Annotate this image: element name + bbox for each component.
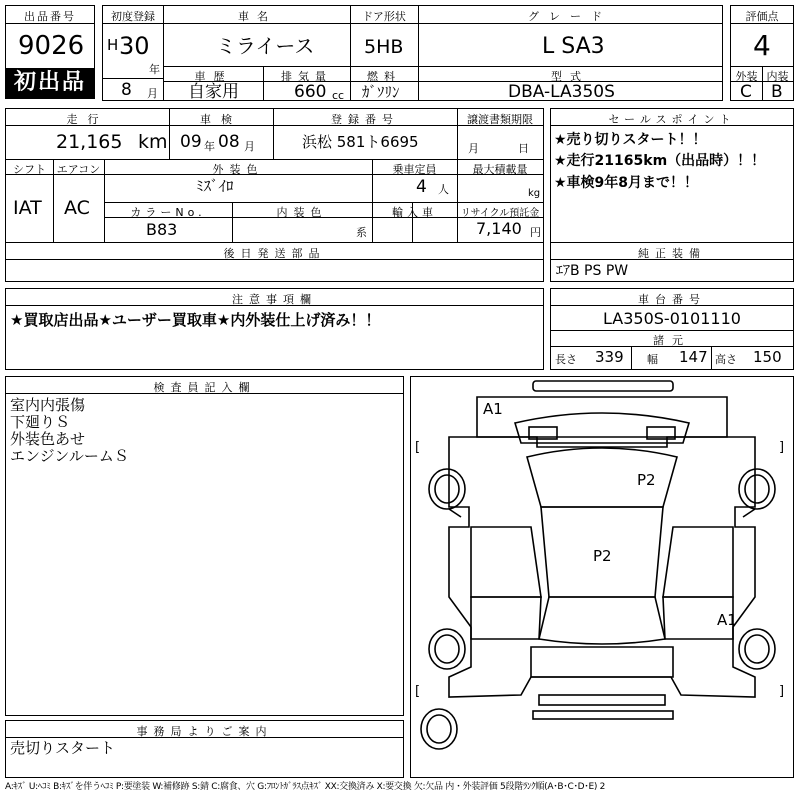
ac-label: エアコン <box>56 163 101 176</box>
shift-label: シフト <box>13 163 46 176</box>
damage-mark: P2 <box>637 471 656 489</box>
color-no-label: カラーNo. <box>130 206 206 219</box>
sales-points-label: セールスポイント <box>608 113 736 126</box>
chassis-number: LA350S-0101110 <box>603 309 741 328</box>
brackets: ] <box>779 684 785 699</box>
width-label: 幅 <box>647 353 658 366</box>
score-box <box>730 5 794 101</box>
notes-text: ★買取店出品★ユーザー買取車★内外装仕上げ済み！！ <box>10 311 381 329</box>
model: DBA-LA350S <box>508 82 615 102</box>
width: 147 <box>679 348 708 366</box>
sales-point-line: ★売り切りスタート！！ <box>554 132 707 148</box>
sales-points-box <box>550 108 794 243</box>
color-label: 外装色 <box>212 163 264 176</box>
displacement: 660 <box>294 82 327 102</box>
year: 30 <box>119 32 150 60</box>
office-box <box>5 720 404 778</box>
inspector-box <box>5 376 404 716</box>
history-label: 車歴 <box>194 70 233 83</box>
import-label: 輸入車 <box>392 206 437 219</box>
inspection-year-unit: 年 <box>204 140 215 153</box>
plate-number: 浜松 581ト6695 <box>302 133 419 151</box>
mileage: 21,165 <box>56 131 123 153</box>
month: 8 <box>121 80 132 100</box>
interior-label: 内装 <box>766 70 789 83</box>
damage-mark: A1 <box>717 611 737 629</box>
office-label: 事務局よりご案内 <box>136 725 273 738</box>
mileage-unit: km <box>138 131 168 153</box>
notes-box <box>5 288 544 370</box>
lot-number: 9026 <box>18 31 85 61</box>
inspector-label: 検査員記入欄 <box>153 381 256 394</box>
color-no: B83 <box>146 220 178 239</box>
displacement-unit: cc <box>332 89 345 102</box>
inspection-year: 09 <box>180 132 202 152</box>
brackets: [ <box>415 684 421 699</box>
height: 150 <box>753 348 782 366</box>
recycle-amount: 7,140 <box>476 219 522 238</box>
car-name-label: 車名 <box>238 10 276 23</box>
vehicle-box <box>163 5 723 101</box>
first-reg-label: 初度登録 <box>111 10 155 23</box>
grade-label: グレード <box>528 10 612 23</box>
lot-label: 出品番号 <box>24 10 76 23</box>
inspection-label: 車検 <box>200 113 242 126</box>
car-diagram-box <box>410 376 794 778</box>
recycle-label: リサイクル預託金 <box>460 208 540 219</box>
transfer-label: 譲渡書類期限 <box>467 113 533 126</box>
car-diagram <box>411 377 793 777</box>
color-value: ﾐｽﾞｲﾛ <box>196 177 234 195</box>
fuel: ｶﾞｿﾘﾝ <box>362 83 400 101</box>
length-label: 長さ <box>555 353 577 366</box>
fuel-label: 燃料 <box>367 70 401 83</box>
legend: A:ｷｽﾞ U:ﾍｺﾐ B:ｷｽﾞを伴うﾍｺﾐ P:要塗装 W:補修跡 S:錆 C:腐食、穴 G:ﾌﾛﾝﾄｶﾞﾗｽ点ｷｽﾞ XX:交換済み X:要交換 欠:欠品 内・外装評価 5段階ﾗﾝｸ順(A･B･C･D･E) 2 <box>5 782 606 792</box>
score: 4 <box>753 29 771 62</box>
damage-mark: P2 <box>593 547 612 565</box>
max-load-unit: kg <box>528 188 541 199</box>
history: 自家用 <box>188 82 239 102</box>
length: 339 <box>595 348 624 366</box>
equipment-value: ｴｱB PS PW <box>556 263 629 279</box>
shift-value: IAT <box>13 197 42 219</box>
first-registration-box <box>102 5 164 101</box>
brackets: ] <box>779 440 785 455</box>
inspector-line: 下廻りＳ <box>10 413 71 431</box>
inspection-month-unit: 月 <box>244 140 255 153</box>
displacement-label: 排気量 <box>281 70 332 83</box>
notes-label: 注意事項欄 <box>232 293 317 306</box>
capacity: 4 <box>416 177 427 197</box>
damage-mark: A1 <box>483 400 503 418</box>
specs-label: 諸元 <box>653 334 691 347</box>
interior-grade: B <box>771 82 783 102</box>
exterior-grade: C <box>740 82 752 102</box>
year-unit: 年 <box>149 63 160 76</box>
interior-color-unit: 系 <box>356 226 367 239</box>
score-label: 評価点 <box>745 10 779 23</box>
details-box <box>5 108 544 243</box>
inspector-line: エンジンルームＳ <box>10 447 129 465</box>
plate-label: 登録番号 <box>331 113 399 126</box>
first-listing-badge: 初出品 <box>6 68 94 98</box>
door-label: ドア形状 <box>362 10 406 23</box>
car-name: ミライース <box>216 34 315 58</box>
chassis-label: 車台番号 <box>638 293 706 306</box>
capacity-unit: 人 <box>438 183 449 196</box>
transfer-month-unit: 月 <box>468 142 479 155</box>
brackets: [ <box>415 440 421 455</box>
transfer-day-unit: 日 <box>518 142 529 155</box>
height-label: 高さ <box>715 353 737 366</box>
recycle-unit: 円 <box>530 226 541 239</box>
sales-point-line: ★走行21165km（出品時）！！ <box>554 153 766 169</box>
inspection-month: 08 <box>218 132 240 152</box>
month-unit: 月 <box>147 87 158 100</box>
model-label: 型式 <box>551 70 589 83</box>
max-load-label: 最大積載量 <box>472 163 528 176</box>
door-type: 5HB <box>364 36 404 58</box>
interior-color-label: 内装色 <box>276 206 328 219</box>
equipment-label: 純正装備 <box>638 247 706 260</box>
chassis-box <box>550 288 794 370</box>
ac-value: AC <box>64 197 90 219</box>
equipment-box <box>550 242 794 282</box>
inspector-line: 室内内張傷 <box>10 396 86 414</box>
lot-box <box>5 5 95 99</box>
later-parts-label: 後日発送部品 <box>223 247 326 260</box>
grade: L SA3 <box>542 34 605 59</box>
inspector-line: 外装色あせ <box>10 430 86 448</box>
sales-point-line: ★車検9年8月まで！！ <box>554 175 699 191</box>
capacity-label: 乗車定員 <box>392 163 437 176</box>
exterior-label: 外装 <box>735 70 758 83</box>
later-parts-box <box>5 242 544 282</box>
office-text: 売切りスタート <box>10 739 116 757</box>
era: H <box>107 36 119 54</box>
mileage-label: 走行 <box>66 113 109 126</box>
